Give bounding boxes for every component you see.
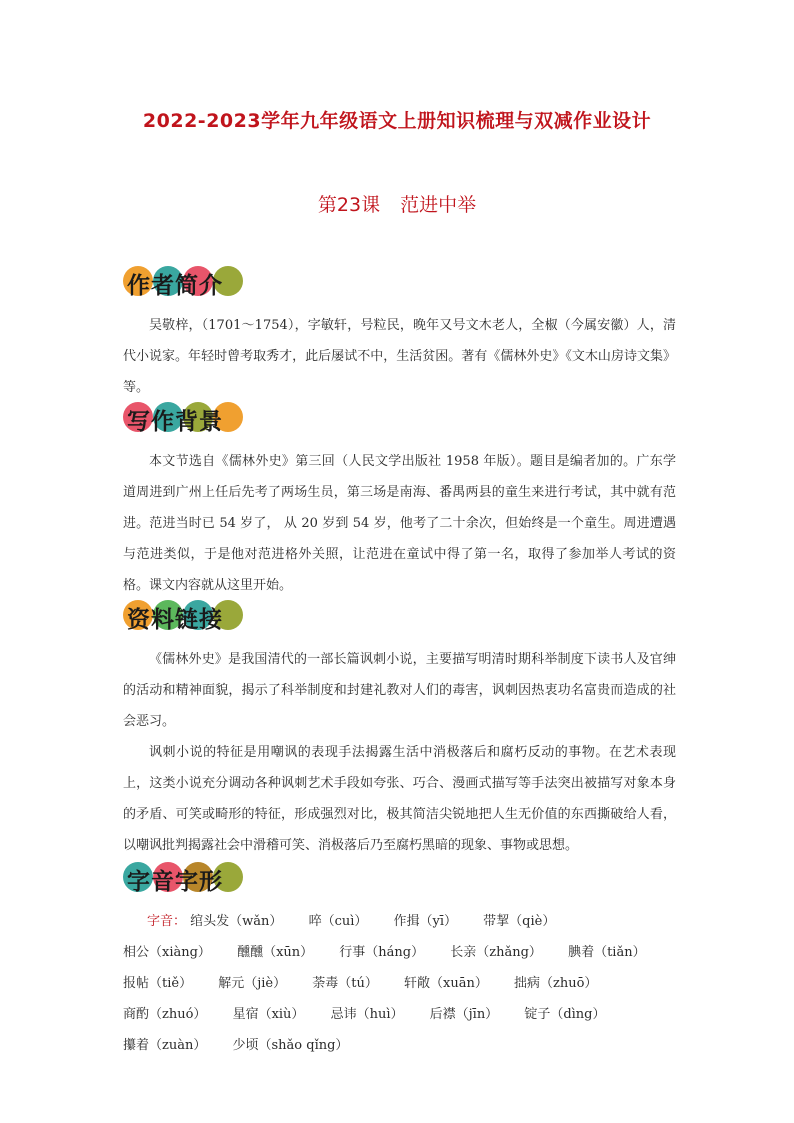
pronunciation-item: 攥着（zuàn） xyxy=(123,1038,207,1053)
materials-paragraph: 讽刺小说的特征是用嘲讽的表现手法揭露生活中消极落后和腐朽反动的事物。在艺术表现上，这类小说充分调动各种讽刺艺术手段如夸张、巧合、漫画式描写等手法突出被描写对象本身的矛盾、可笑或畸形的特征，形成强烈对比，极其简洁尖锐地把人生无价值的东西撕破给人看，以嘲讽批判揭露社会中滑稽可笑、消极落后乃至腐朽黑暗的现象、事物或思想。 xyxy=(123,745,676,853)
section-heading-pronunciation xyxy=(123,862,794,898)
pronunciation-item: 作揖（yī） xyxy=(393,914,458,929)
pronunciation-item: 腆着（tiǎn） xyxy=(568,945,646,960)
pronunciation-item: 啐（cuì） xyxy=(308,914,368,929)
pronunciation-item: 相公（xiàng） xyxy=(123,945,211,960)
materials-paragraph: 《儒林外史》是我国清代的一部长篇讽刺小说，主要描写明清时期科举制度下读书人及官绅的活动和精神面貌，揭示了科举制度和封建礼教对人们的毒害，讽刺因热衷功名富贵而造成的社会恶习。 xyxy=(123,652,676,729)
pronunciation-item: 绾头发（wǎn） xyxy=(190,914,283,929)
lesson-title: 第23课 范进中举 xyxy=(317,194,477,216)
section-background xyxy=(0,402,794,601)
pronunciation-label: 字音： xyxy=(147,914,187,929)
pronunciation-item: 解元（jiè） xyxy=(218,976,287,991)
section-heading-author xyxy=(123,266,794,302)
section-heading-background xyxy=(123,402,794,438)
section-heading-text: 作者简介 xyxy=(127,273,223,299)
pronunciation-item: 荼毒（tú） xyxy=(312,976,378,991)
pronunciation-item: 行事（háng） xyxy=(339,945,425,960)
section-materials xyxy=(0,600,794,861)
pronunciation-item: 忌讳（huì） xyxy=(330,1007,404,1022)
pronunciation-item: 报帖（tiě） xyxy=(123,976,193,991)
pronunciation-item: 星宿（xiù） xyxy=(232,1007,305,1022)
pronunciation-item: 锭子（dìng） xyxy=(524,1007,606,1022)
author-paragraph: 吴敬梓，（1701～1754），字敏轩，号粒民，晚年又号文木老人，全椒（今属安徽）人，清代小说家。年轻时曾考取秀才，此后屡试不中，生活贫困。著有《儒林外史》《文木山房诗文集》等。 xyxy=(123,318,676,395)
pronunciation-list xyxy=(123,906,683,1061)
pronunciation-item: 带挈（qiè） xyxy=(483,914,556,929)
section-heading-text: 写作背景 xyxy=(127,409,223,435)
section-heading-text: 资料链接 xyxy=(127,607,223,633)
pronunciation-item: 少顷（shǎo qǐng） xyxy=(232,1038,349,1053)
background-paragraph: 本文节选自《儒林外史》第三回（人民文学出版社 1958 年版）。题目是编者加的。广东学道周进到广州上任后先考了两场生员，第三场是南海、番禺两县的童生来进行考试，其中就有范进。范进当时已 54 岁了， 从 20 岁到 54 岁，他考了二十余次，但始终是一个童生。周进遭遇与范进类似，于是他对范进格外关照，让范进在童试中得了第一名，取得了参加举人考试的资格。课文内容就从这里开始。 xyxy=(123,454,676,593)
section-heading-materials xyxy=(123,600,794,636)
pronunciation-item: 拙病（zhuō） xyxy=(513,976,598,991)
pronunciation-item: 后襟（jīn） xyxy=(429,1007,499,1022)
document-title: 2022-2023学年九年级语文上册知识梳理与双减作业设计 xyxy=(142,110,652,132)
section-pronunciation xyxy=(0,862,794,1061)
section-author xyxy=(0,266,794,403)
pronunciation-item: 轩敞（xuān） xyxy=(404,976,488,991)
section-heading-text: 字音字形 xyxy=(127,869,223,895)
pronunciation-item: 长亲（zhǎng） xyxy=(450,945,542,960)
pronunciation-item: 醺醺（xūn） xyxy=(237,945,314,960)
pronunciation-item: 商酌（zhuó） xyxy=(123,1007,207,1022)
